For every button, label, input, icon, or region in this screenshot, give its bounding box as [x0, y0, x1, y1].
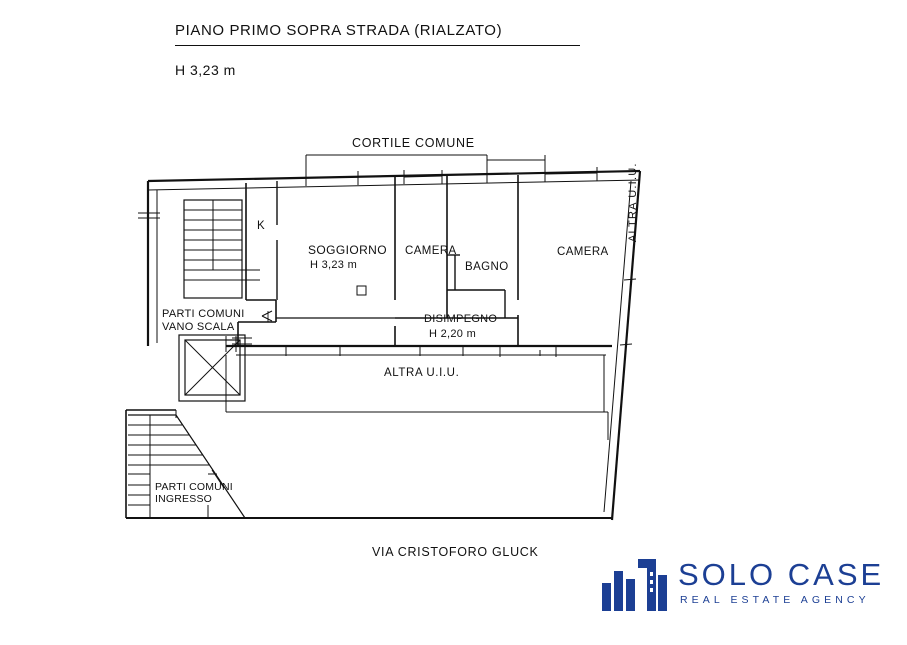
- logo-name: SOLO CASE: [678, 557, 885, 592]
- page-title: PIANO PRIMO SOPRA STRADA (RIALZATO): [175, 22, 503, 39]
- logo-tagline: REAL ESTATE AGENCY: [680, 594, 870, 606]
- label-altra-uiu-bottom: ALTRA U.I.U.: [384, 367, 460, 379]
- label-parti-comuni-1-line1: PARTI COMUNI: [162, 308, 245, 320]
- label-altra-uiu-right: ALTRA U.I.U.: [627, 162, 639, 242]
- label-parti-comuni-2-line2: INGRESSO: [155, 493, 213, 505]
- room-label-camera-1: CAMERA: [405, 245, 457, 257]
- room-label-kitchen: K: [257, 220, 265, 232]
- room-height-disimpegno: H 2,20 m: [429, 328, 477, 340]
- label-parti-comuni-2-line1: PARTI COMUNI: [155, 481, 233, 493]
- floor-height-note: H 3,23 m: [175, 62, 236, 78]
- room-height-soggiorno: H 3,23 m: [310, 259, 358, 271]
- label-via-cristoforo-gluck: VIA CRISTOFORO GLUCK: [372, 545, 539, 559]
- label-parti-comuni-1-line2: VANO SCALA: [162, 321, 235, 333]
- agency-logo: [600, 553, 900, 628]
- room-label-disimpegno: DISIMPEGNO: [424, 313, 498, 325]
- logo-building-icon: [600, 553, 672, 613]
- room-label-camera-2: CAMERA: [557, 246, 609, 258]
- room-label-soggiorno: SOGGIORNO: [308, 243, 387, 257]
- room-label-bagno: BAGNO: [465, 261, 509, 273]
- label-cortile-comune: CORTILE COMUNE: [352, 136, 475, 150]
